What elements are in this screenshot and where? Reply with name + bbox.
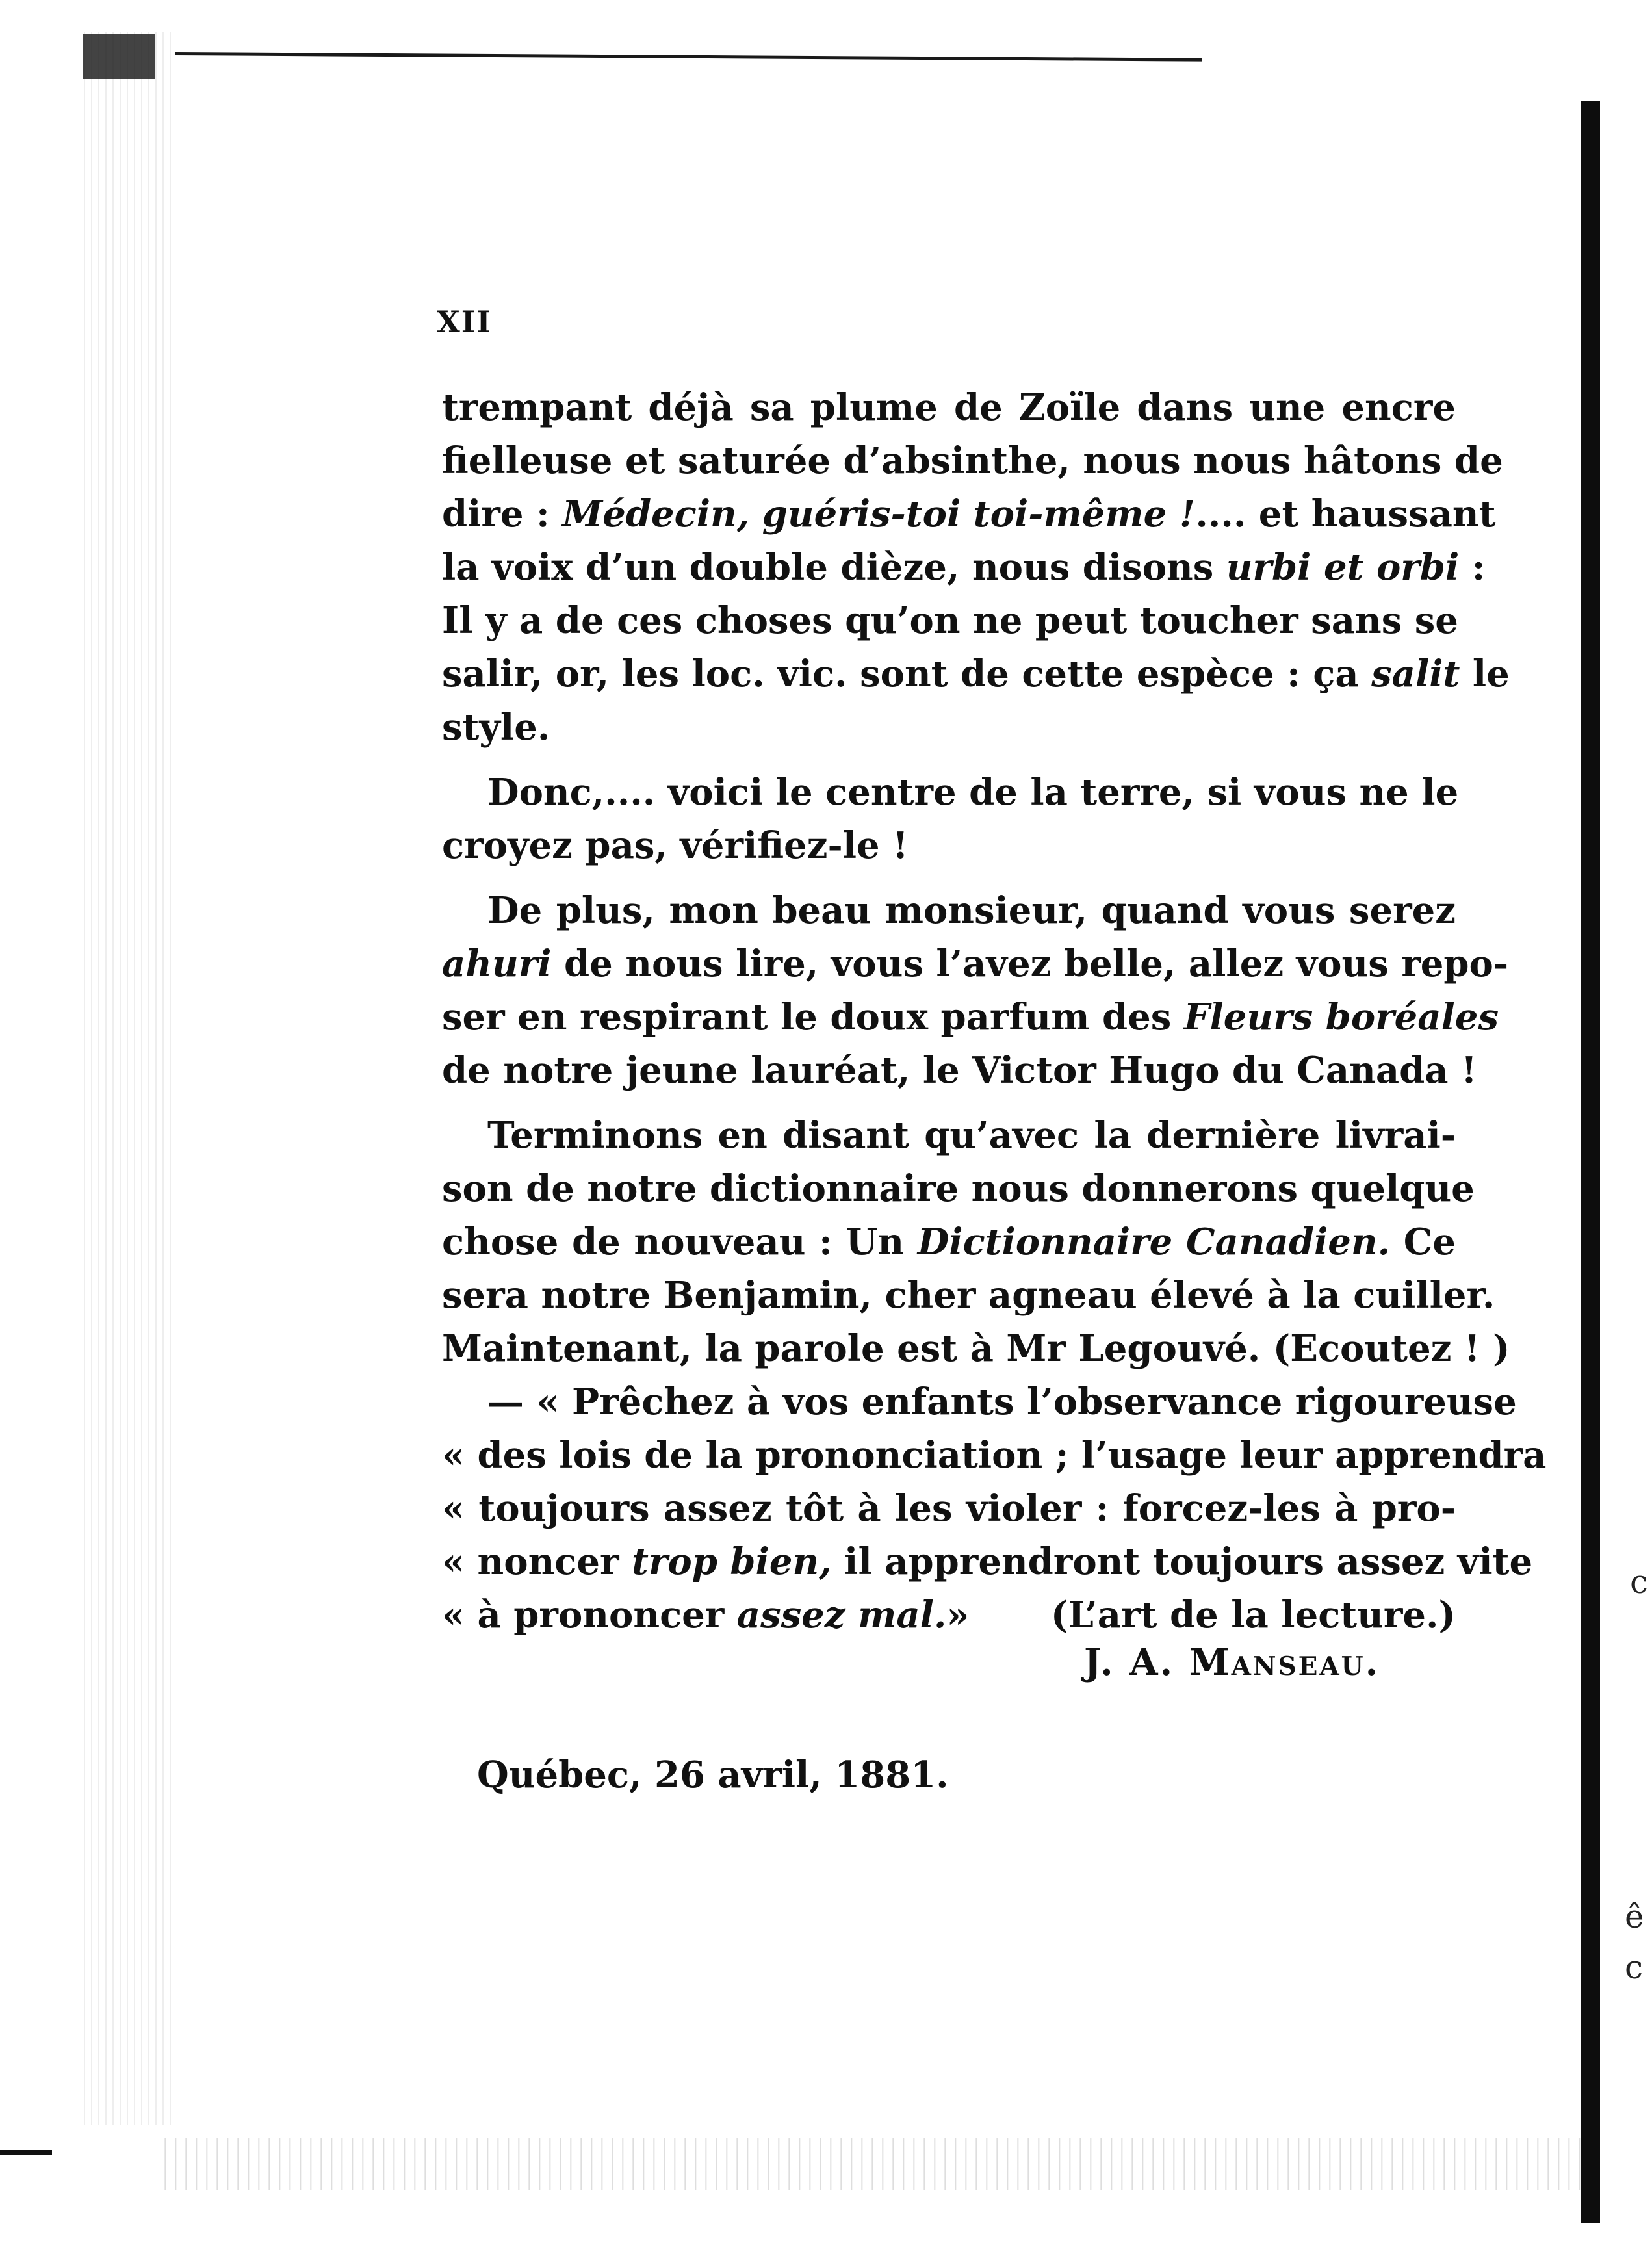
text-run: Donc,.... voici le centre de la terre, si vous ne le: [487, 771, 1459, 814]
text-run: de nous lire, vous l’avez belle, allez vous repo-: [551, 942, 1509, 985]
text-line: [442, 1482, 1456, 1535]
quote-source: (L’art de la lecture.): [1050, 1594, 1456, 1637]
text-run: Terminons en disant qu’avec la dernière livrai-: [487, 1114, 1456, 1157]
text-run: Maintenant, la parole est à Mr Legouvé. (Ecoutez ! ): [442, 1327, 1510, 1370]
page-number: XII: [437, 304, 492, 339]
scan-binding-edge: [1581, 101, 1600, 2223]
text-line: [442, 434, 1503, 487]
text-run: « toujours assez tôt à les violer : forcez-les à pro-: [442, 1487, 1456, 1530]
text-run: »: [946, 1594, 970, 1637]
signature-surname: Manseau.: [1189, 1641, 1380, 1684]
text-line: [442, 594, 1456, 647]
italic-text: assez mal.: [736, 1594, 947, 1637]
text-run: [1363, 546, 1376, 589]
edge-glyph: ê: [1625, 1898, 1644, 1935]
text-run: Ce: [1390, 1221, 1456, 1263]
scan-top-rule: [175, 52, 1202, 62]
paragraph: [442, 884, 1509, 1097]
text-run: [1311, 546, 1324, 589]
text-run: Il y a de ces choses qu’on ne peut toucher sans se: [442, 599, 1458, 642]
italic-text: ahuri: [442, 942, 552, 985]
text-line: [442, 647, 1510, 701]
text-run: son de notre dictionnaire nous donnerons quelque: [442, 1167, 1475, 1210]
text-run: la voix d’un double dièze, nous disons: [442, 546, 1226, 589]
italic-text: et: [1323, 546, 1364, 589]
text-run: « des lois de la prononciation ; l’usage leur apprendra: [442, 1434, 1547, 1477]
text-line: [442, 1044, 1477, 1097]
place-date: Québec, 26 avril, 1881.: [477, 1754, 949, 1796]
text-run: :: [1459, 546, 1486, 589]
scan-margin-noise: [78, 32, 175, 2125]
text-line: [442, 1429, 1547, 1482]
text-line: [442, 1588, 1456, 1642]
italic-text: urbi: [1226, 546, 1311, 589]
text-line: [442, 381, 1456, 434]
paragraph: [442, 766, 1459, 872]
text-line: [442, 1109, 1456, 1162]
text-line: [442, 1215, 1456, 1269]
text-run: trempant déjà sa plume de Zoïle dans une encre: [442, 386, 1456, 429]
scan-bottom-noise: [156, 2138, 1586, 2190]
text-run: .... et haussant: [1195, 493, 1496, 536]
text-run: salir, or, les loc. vic. sont de cette espèce : ça: [442, 653, 1372, 695]
text-run: style.: [442, 706, 550, 749]
author-signature: [1084, 1641, 1380, 1684]
text-run: le: [1460, 653, 1510, 695]
text-run: fielleuse et saturée d’absinthe, nous nous hâtons de: [442, 439, 1503, 482]
text-line: [442, 1535, 1533, 1588]
scan-edge-mark: [0, 2150, 52, 2155]
text-line: [442, 1162, 1475, 1215]
edge-glyph: c: [1625, 1948, 1644, 1986]
text-run: ser en respirant le doux parfum des: [442, 996, 1184, 1039]
text-line: [442, 1269, 1495, 1322]
quotation-paragraph: [442, 1375, 1547, 1642]
text-line: [442, 1375, 1517, 1429]
paragraph: [442, 1109, 1510, 1375]
text-line: [442, 766, 1459, 819]
text-line: [442, 541, 1486, 594]
text-run: De plus, mon beau monsieur, quand vous serez: [487, 889, 1456, 932]
italic-text: salit: [1371, 653, 1460, 695]
italic-text: trop bien,: [632, 1540, 832, 1583]
text-run: sera notre Benjamin, cher agneau élevé à la cuiller.: [442, 1274, 1495, 1317]
italic-text: Dictionnaire Canadien.: [917, 1221, 1391, 1263]
text-run: de notre jeune lauréat, le Victor Hugo du Canada !: [442, 1049, 1477, 1092]
text-run: « noncer: [442, 1540, 632, 1583]
italic-text: Fleurs boréales: [1183, 996, 1499, 1039]
paragraph-gap: [442, 872, 1456, 884]
scan-corner-blot: [83, 34, 155, 79]
text-run: dire :: [442, 493, 563, 536]
text-run: croyez pas, vérifiez-le !: [442, 824, 909, 867]
text-line: [442, 487, 1496, 541]
italic-text: Médecin, guéris-toi toi-même !: [562, 493, 1196, 536]
edge-glyph: c: [1630, 1563, 1649, 1601]
paragraph-gap: [442, 1097, 1456, 1109]
signature-initials: J. A.: [1084, 1641, 1189, 1684]
paragraph-gap: [442, 754, 1456, 766]
text-run: il apprendront toujours assez vite: [831, 1540, 1533, 1583]
text-run: chose de nouveau : Un: [442, 1221, 918, 1263]
text-line: [442, 701, 1456, 754]
italic-text: orbi: [1376, 546, 1460, 589]
text-run: « à prononcer: [442, 1594, 737, 1637]
text-line: [442, 884, 1456, 937]
text-line: [442, 819, 1456, 872]
paragraph: [442, 381, 1510, 754]
text-run: — « Prêchez à vos enfants l’observance rigoureuse: [487, 1380, 1517, 1423]
text-line: [442, 1322, 1510, 1375]
text-line: [442, 990, 1499, 1044]
body-text: [442, 381, 1547, 1642]
text-line: [442, 937, 1509, 990]
